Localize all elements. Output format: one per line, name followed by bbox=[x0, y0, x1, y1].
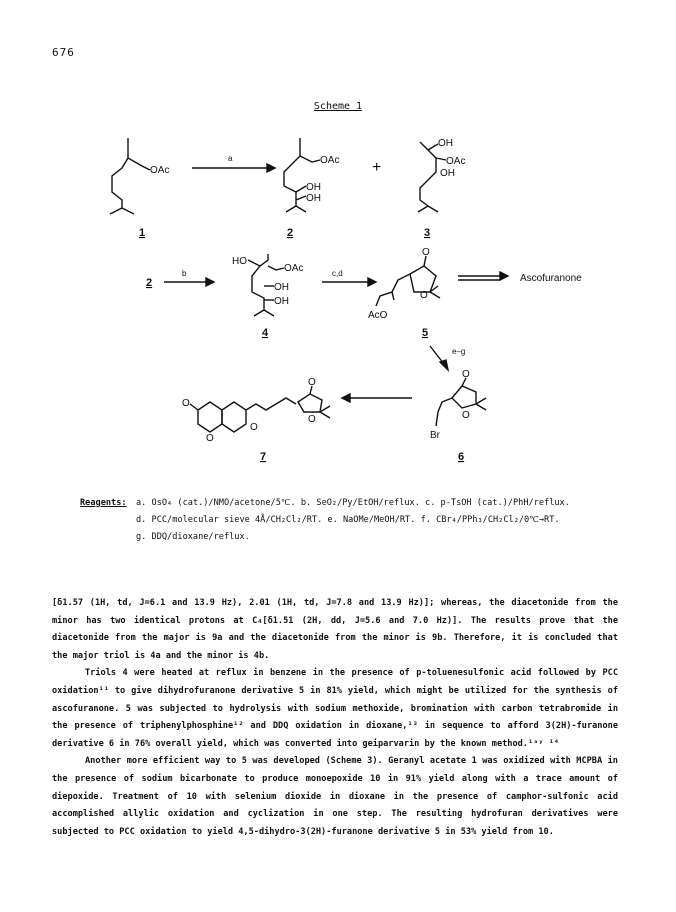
atom-oh-3a: OH bbox=[438, 138, 453, 149]
compound-6-structure bbox=[436, 378, 486, 426]
compound-number-5: 5 bbox=[422, 327, 429, 339]
atom-o-6b: O bbox=[462, 410, 470, 421]
atom-oh-2a: OH bbox=[306, 182, 321, 193]
compound-number-1: 1 bbox=[139, 227, 146, 239]
step-label-a: a bbox=[228, 154, 233, 163]
atom-br-6: Br bbox=[430, 430, 440, 441]
atom-o-7a: O bbox=[182, 398, 190, 409]
atom-oh-2b: OH bbox=[306, 193, 321, 204]
plus-sign: + bbox=[372, 159, 382, 176]
paragraph-3: Another more efficient way to 5 was developed (Scheme 3). Geranyl acetate 1 was oxidized with MCPBA in the presence of sodium bicarbonate to produce monoepoxide 10 in 91% yield along with a trace amount of diepoxide. Treatment of 10 with selenium dioxide in dioxane in the presence of camphor-sulfonic acid accomplished allylic oxidation and cyclization in one step. The resulting hydrofuran derivatives were subjected to PCC oxidation to yield 4,5-dihydro-3(2H)-furanone derivative 5 in 53% yield from 10. bbox=[52, 756, 618, 837]
reagents-line-2: d. PCC/molecular sieve 4Å/CH₂Cl₂/RT. e. NaOMe/MeOH/RT. f. CBr₄/PPh₃/CH₂Cl₂/0℃→RT. bbox=[136, 515, 560, 525]
compound-number-4: 4 bbox=[262, 327, 269, 339]
compound-number-7: 7 bbox=[260, 451, 267, 463]
atom-oh-4a: OH bbox=[274, 282, 289, 293]
paragraph-2: Triols 4 were heated at reflux in benzene in the presence of p-toluenesulfonic acid followed by PCC oxidation¹¹ to give dihydrofuranone derivative 5 in 81% yield, which might be utilized for the synthesis of ascofuranone. 5 was subjected to hydrolysis with sodium methoxide, bromination with carbon tetrabromide in the presence of triphenylphosphine¹² and DDQ oxidation in dioxane,¹³ in sequence to afford 3(2H)-furanone derivative 6 in 76% overall yield, which was converted into geiparvarin by the known method.¹ᵃʸ ¹⁴ bbox=[52, 668, 618, 749]
atom-oac-4: OAc bbox=[284, 263, 304, 274]
compound-number-3: 3 bbox=[424, 227, 431, 239]
reagents-line-3: g. DDQ/dioxane/reflux. bbox=[136, 532, 250, 542]
compound-number-6: 6 bbox=[458, 451, 465, 463]
atom-oac-2: OAc bbox=[320, 155, 340, 166]
atom-aco-5: AcO bbox=[368, 310, 388, 321]
reagents-label: Reagents: bbox=[80, 498, 127, 508]
step-label-cd: c,d bbox=[332, 269, 343, 278]
page-number: 676 bbox=[52, 46, 75, 59]
atom-oh-3b: OH bbox=[440, 168, 455, 179]
product-ascofuranone: Ascofuranone bbox=[520, 273, 582, 284]
compound-1-structure bbox=[110, 138, 150, 214]
scheme-title: Scheme 1 bbox=[313, 101, 363, 112]
atom-oh-4b: OH bbox=[274, 296, 289, 307]
atom-o-6a: O bbox=[462, 369, 470, 380]
step-label-b: b bbox=[182, 269, 187, 278]
reagents-line-1: a. OsO₄ (cat.)/NMO/acetone/5℃. b. SeO₂/Py/EtOH/reflux. c. p-TsOH (cat.)/PhH/reflux. bbox=[136, 498, 570, 508]
reagents-block bbox=[80, 495, 570, 546]
compound-5-structure bbox=[376, 256, 440, 306]
atom-o-5a: O bbox=[422, 247, 430, 258]
paragraph-1: [δ1.57 (1H, td, J=6.1 and 13.9 Hz), 2.01 (1H, td, J=7.8 and 13.9 Hz)]; whereas, the diacetonide from the minor has two identical protons at C₄[δ1.51 (2H, dd, J=5.6 and 7.0 Hz)]. The results prove that the diacetonide from the major is 9a and the diacetonide from the minor is 9b. Therefore, it is concluded that the major triol is 4a and the minor is 4b. bbox=[52, 598, 618, 661]
compound-7-structure bbox=[190, 386, 330, 432]
body-text bbox=[52, 595, 618, 841]
compound-number-2: 2 bbox=[287, 227, 294, 239]
atom-o-7c: O bbox=[250, 422, 258, 433]
atom-o-7b: O bbox=[206, 433, 214, 444]
compound-number-2b: 2 bbox=[146, 277, 153, 289]
atom-ho-4: HO bbox=[232, 256, 247, 267]
atom-o-7d: O bbox=[308, 377, 316, 388]
step-label-eg: e–g bbox=[452, 347, 466, 356]
atom-o-7e: O bbox=[308, 414, 316, 425]
atom-oac-3: OAc bbox=[446, 156, 466, 167]
atom-oac-1: OAc bbox=[150, 165, 170, 176]
atom-o-5b: O bbox=[420, 290, 428, 301]
